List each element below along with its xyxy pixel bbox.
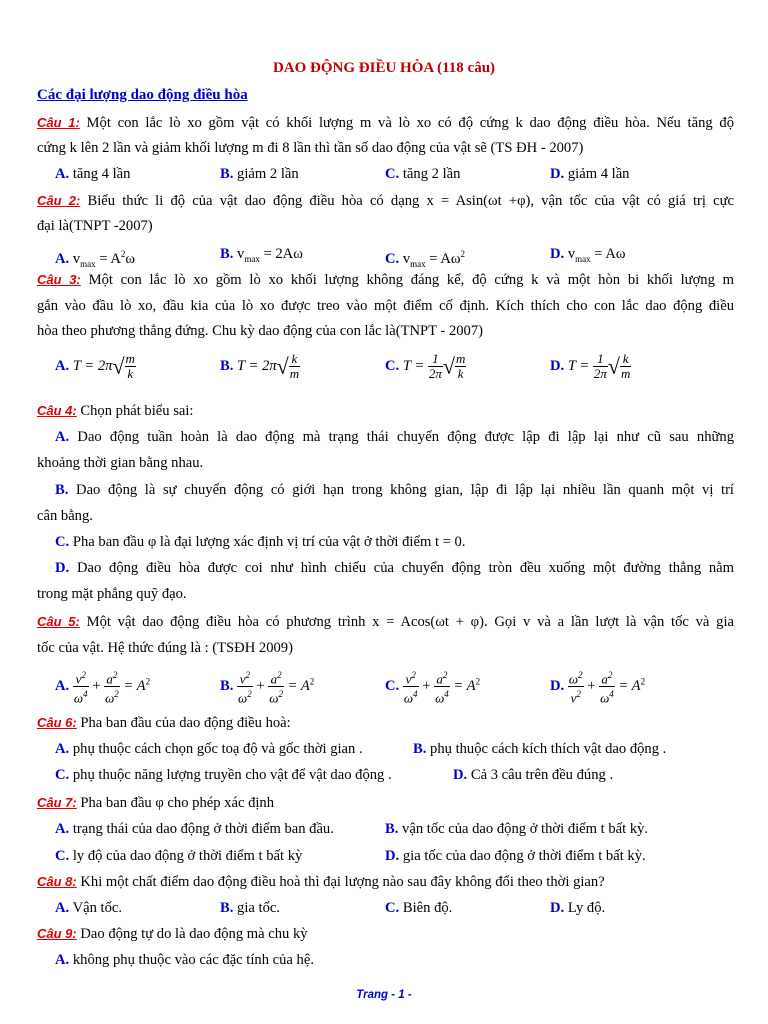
q4-option-d-line-2: trong mặt phẳng quỹ đạo. — [37, 586, 187, 602]
question-8-label: Câu 8: — [37, 874, 77, 889]
question-7-label: Câu 7: — [37, 795, 77, 810]
question-6-label: Câu 6: — [37, 715, 77, 730]
q6-option-c: C. phụ thuộc năng lượng truyền cho vật để vật dao động . — [55, 767, 392, 783]
question-3-line-3: hòa theo phương thẳng đứng. Chu kỳ dao động của con lắc là(TNPT - 2007) — [37, 323, 483, 339]
q4-option-a-line-1: A. Dao động tuần hoàn là dao động mà trạng thái chuyển động được lập đi lập lại như cũ sau những — [55, 429, 734, 445]
q2-option-c: C. $v_{max} = A\omega^2$ — [385, 249, 466, 269]
question-3-line-1: Câu 3: Một con lắc lò xo gồm lò xo khối lượng không đáng kể, độ cứng k và một hòn bi khối lượng m — [37, 272, 734, 288]
q3-option-d: D. T = $\frac{1}{2\pi}$ √ $\frac{k}{m}$ — [550, 351, 631, 381]
q5-option-d: D. $\frac{\omega^2}{v^2}$ + $\frac{a^2}{\omega^4}$ = $A^2$ — [550, 670, 646, 706]
q5-option-b: B. $\frac{v^2}{\omega^2}$ + $\frac{a^2}{\omega^2}$ = $A^2$ — [220, 670, 315, 706]
question-2-label: Câu 2: — [37, 193, 81, 208]
q8-option-a: A. Vận tốc. — [55, 900, 123, 916]
question-8-stem: Câu 8: Khi một chất điểm dao động điều hoà thì đại lượng nào sau đây không đổi theo thời gian? — [37, 874, 605, 890]
q4-option-c: C. Pha ban đầu φ là đại lượng xác định vị trí của vật ở thời điểm t = 0. — [55, 534, 466, 550]
q7-option-d: D. gia tốc của dao động ở thời điểm t bất kỳ. — [385, 848, 646, 864]
q6-option-a: A. phụ thuộc cách chọn gốc toạ độ và gốc thời gian . — [55, 741, 363, 757]
question-5-line-1: Câu 5: Một vật dao động điều hòa có phương trình x = Acos(ωt + φ). Gọi v và a lần lượt là vận tốc và gia — [37, 614, 734, 630]
q3-option-a: A. T = 2π√ $\frac{m}{k}$ — [55, 351, 135, 381]
q4-option-d-line-1: D. Dao động điều hòa được coi như hình chiếu của chuyển động tròn đều xuống một đường thẳng nằm — [55, 560, 734, 576]
q5-option-a: A. $\frac{v^2}{\omega^4}$ + $\frac{a^2}{\omega^2}$ = $A^2$ — [55, 670, 151, 706]
q8-option-c: C. Biên độ. — [385, 900, 453, 916]
q4-option-a-line-2: khoảng thời gian bằng nhau. — [37, 455, 204, 471]
question-2-line-1: Câu 2: Biểu thức li độ của vật dao động điều hòa có dạng x = Asin(ωt +φ), vận tốc của vật có giá trị cực — [37, 193, 734, 209]
question-3-line-2: gắn vào đầu lò xo, đầu kia của lò xo được treo vào một điểm cố định. Kích thích cho con lắc dao động điều — [37, 298, 734, 314]
q1-option-d: D. giảm 4 lần — [550, 166, 630, 182]
q6-option-d: D. Cả 3 câu trên đều đúng . — [453, 767, 614, 783]
page-footer: Trang - 1 - — [356, 989, 412, 1001]
question-6-stem: Câu 6: Pha ban đầu của dao động điều hoà: — [37, 715, 291, 731]
question-7-stem: Câu 7: Pha ban đầu φ cho phép xác định — [37, 795, 275, 811]
question-1-label: Câu 1: — [37, 115, 80, 130]
question-1-line-1: Câu 1: Một con lắc lò xo gồm vật có khối lượng m và lò xo có độ cứng k dao động điều hòa. Nếu tăng độ — [37, 115, 734, 131]
question-4-label: Câu 4: — [37, 403, 77, 418]
q7-option-a: A. trạng thái của dao động ở thời điểm ban đầu. — [55, 821, 334, 837]
q2-option-b: B. $v_{max} = 2A\omega$ — [220, 246, 303, 264]
q6-option-b: B. phụ thuộc cách kích thích vật dao động . — [413, 741, 667, 757]
q5-option-c: C. $\frac{v^2}{\omega^4}$ + $\frac{a^2}{\omega^4}$ = $A^2$ — [385, 670, 481, 706]
q2-option-a: A. $v_{max} = A^2\omega$ — [55, 249, 136, 269]
q7-option-c: C. ly độ của dao động ở thời điểm t bất kỳ — [55, 848, 303, 864]
question-5-label: Câu 5: — [37, 614, 80, 629]
q2-option-d: D. $v_{max} = A\omega$ — [550, 246, 626, 264]
question-2-line-2: đại là(TNPT -2007) — [37, 218, 153, 234]
q8-option-b: B. gia tốc. — [220, 900, 280, 916]
question-3-label: Câu 3: — [37, 272, 81, 287]
q3-option-b: B. T = 2π√ $\frac{k}{m}$ — [220, 351, 300, 381]
question-4-stem: Câu 4: Chọn phát biểu sai: — [37, 403, 194, 419]
q1-option-c: C. tăng 2 lần — [385, 166, 461, 182]
q7-option-b: B. vận tốc của dao động ở thời điểm t bất kỳ. — [385, 821, 649, 837]
q8-option-d: D. Ly độ. — [550, 900, 606, 916]
section-heading: Các đại lượng dao động điều hòa — [37, 87, 248, 103]
q9-option-a: A. không phụ thuộc vào các đặc tính của hệ. — [55, 952, 314, 968]
q4-option-b-line-1: B. Dao động là sự chuyển động có giới hạn trong không gian, lập đi lập lại nhiều lần quanh một vị trí — [55, 482, 734, 498]
question-9-label: Câu 9: — [37, 926, 77, 941]
question-1-line-2: cứng k lên 2 lần và giảm khối lượng m đi 8 lần thì tần số dao động của vật sẽ (TS ĐH - 2007) — [37, 140, 584, 156]
q1-option-b: B. giảm 2 lần — [220, 166, 299, 182]
question-5-line-2: tốc của vật. Hệ thức đúng là : (TSĐH 2009) — [37, 640, 293, 656]
document-title: DAO ĐỘNG ĐIỀU HÒA (118 câu) — [272, 60, 496, 76]
q3-option-c: C. T = $\frac{1}{2\pi}$ √ $\frac{m}{k}$ — [385, 351, 466, 381]
q1-option-a: A. tăng 4 lần — [55, 166, 131, 182]
question-9-stem: Câu 9: Dao động tự do là dao động mà chu kỳ — [37, 926, 308, 942]
q4-option-b-line-2: cân bằng. — [37, 508, 93, 524]
